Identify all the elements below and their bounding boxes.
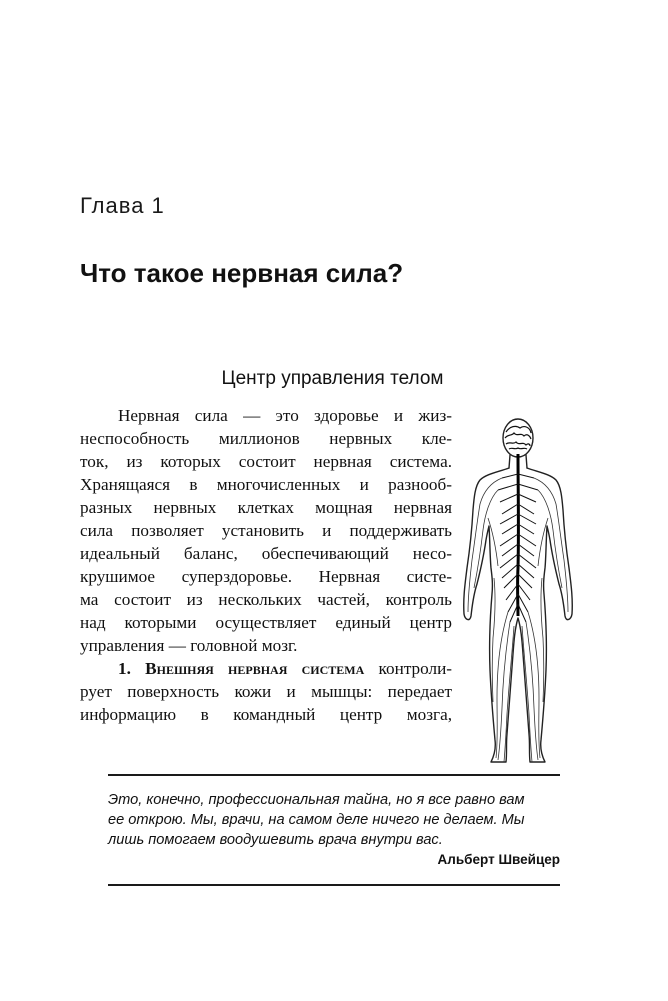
body-line: Нервная сила — это здоровье и жиз- xyxy=(118,406,452,425)
list-item-external-nervous-system xyxy=(80,657,452,680)
nervous-system-illustration-icon xyxy=(458,418,578,770)
quote-top-divider xyxy=(108,774,560,776)
section-heading: Центр управления телом xyxy=(221,368,444,389)
body-line: ток, из которых состоит нервная система. xyxy=(80,452,452,471)
chapter-title: Что такое нервная сила? xyxy=(80,258,404,288)
body-line: неспособность миллионов нервных кле- xyxy=(80,429,452,448)
body-line: ма состоит из нескольких частей, контроль xyxy=(80,590,452,609)
quote-bottom-divider xyxy=(108,884,560,886)
quote-line: лишь помогаем воодушевить врача внутри вас. xyxy=(108,832,443,848)
epigraph-quote xyxy=(108,790,560,850)
body-line: сила позволяет установить и поддерживать xyxy=(80,521,452,540)
body-line: Хранящаяся в многочисленных и разнооб- xyxy=(80,475,452,494)
quote-line: Это, конечно, профессиональная тайна, но я все равно вам xyxy=(108,792,525,808)
body-line: управления — головной мозг. xyxy=(80,636,298,655)
list-item-number: 1. xyxy=(118,659,131,678)
body-paragraphs xyxy=(80,404,452,726)
body-line: информацию в командный центр мозга, xyxy=(80,705,452,724)
body-line: идеальный баланс, обеспечивающий несо- xyxy=(80,544,452,563)
body-line: крушимое суперздоровье. Нервная систе- xyxy=(80,567,452,586)
body-line: разных нервных клетках мощная нервная xyxy=(80,498,452,517)
body-line: над которыми осуществляет единый центр xyxy=(80,613,452,632)
quote-author: Альберт Швейцер xyxy=(437,852,560,867)
list-item-text: контроли- xyxy=(364,659,452,678)
list-item-term: Внешняя нервная система xyxy=(145,659,365,678)
body-line: рует поверхность кожи и мышцы: передает xyxy=(80,682,452,701)
quote-line: ее открою. Мы, врачи, на самом деле ничего не делаем. Мы xyxy=(108,812,525,828)
chapter-label: Глава 1 xyxy=(80,193,165,218)
